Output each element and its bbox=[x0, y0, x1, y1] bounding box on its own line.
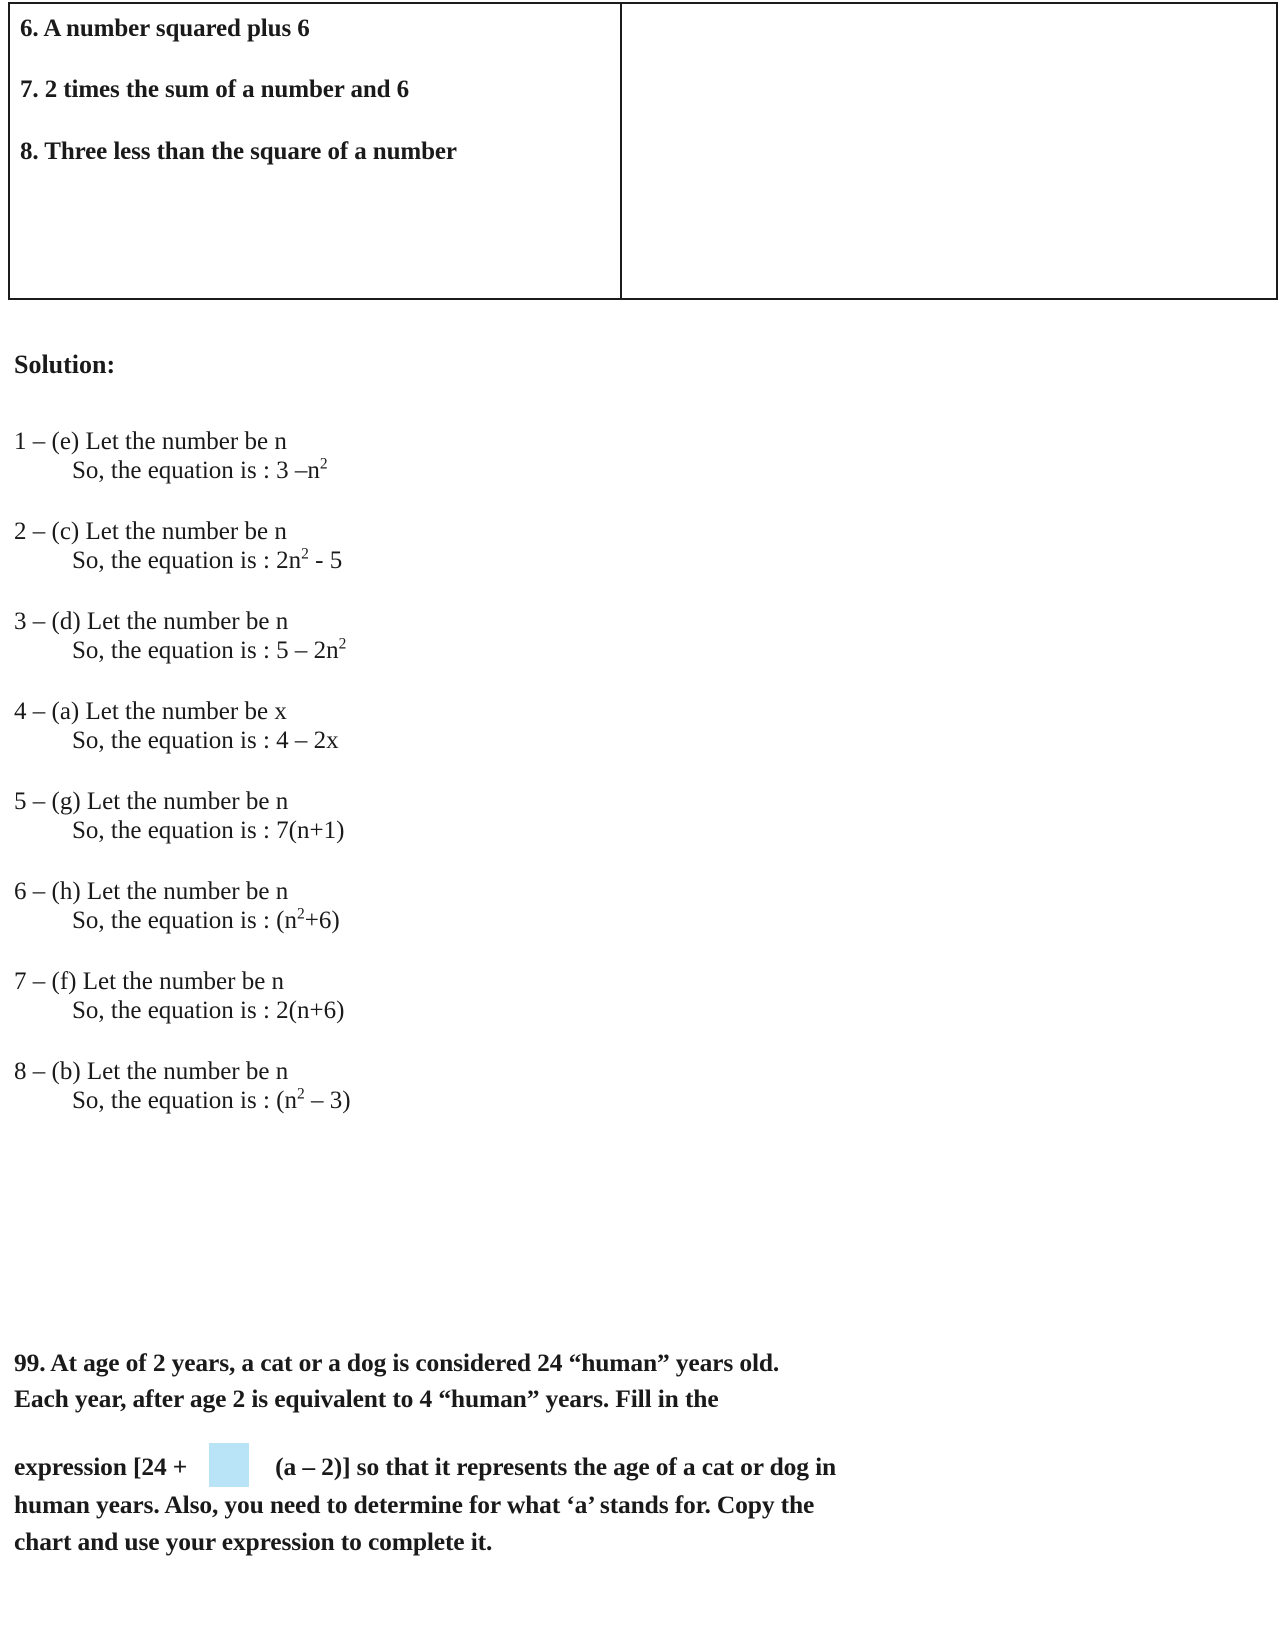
equation-prefix: So, the equation is : 5 – 2n bbox=[72, 636, 339, 664]
solution-label: 1 – (e) Let the number be n bbox=[14, 428, 287, 455]
equation-prefix: So, the equation is : (n bbox=[72, 906, 297, 934]
equation-exponent: 2 bbox=[338, 635, 347, 653]
question-99-line-3-after-blank: (a – 2)] so that it represents the age of a cat or dog in bbox=[275, 1452, 837, 1482]
solution-entry-6 bbox=[14, 878, 714, 935]
equation-prefix: So, the equation is : 7(n+1) bbox=[72, 816, 345, 844]
prompt-item-7: 7. 2 times the sum of a number and 6 bbox=[20, 76, 410, 104]
solution-entry-2 bbox=[14, 518, 714, 575]
prompt-table bbox=[8, 2, 1278, 300]
solution-label: 6 – (h) Let the number be n bbox=[14, 878, 289, 905]
question-99-line-1: 99. At age of 2 years, a cat or a dog is considered 24 “human” years old. bbox=[14, 1348, 780, 1377]
equation-exponent: 2 bbox=[296, 905, 305, 923]
equation-prefix: So, the equation is : 2(n+6) bbox=[72, 996, 345, 1024]
question-99-line-3 bbox=[14, 1443, 1224, 1487]
solution-entry-3 bbox=[14, 608, 714, 665]
solution-entry-7 bbox=[14, 968, 714, 1025]
question-99-spacer bbox=[14, 1417, 1224, 1443]
solution-label: 3 – (d) Let the number be n bbox=[14, 608, 289, 635]
question-99-paragraph bbox=[14, 1345, 1224, 1560]
solution-label: 4 – (a) Let the number be x bbox=[14, 698, 287, 725]
solution-equation bbox=[14, 997, 714, 1026]
solution-equation bbox=[14, 817, 714, 846]
solution-label: 8 – (b) Let the number be n bbox=[14, 1058, 289, 1085]
equation-prefix: So, the equation is : 4 – 2x bbox=[72, 726, 339, 754]
solution-entry-1 bbox=[14, 428, 714, 485]
solution-label: 5 – (g) Let the number be n bbox=[14, 788, 289, 815]
equation-suffix: +6) bbox=[304, 906, 340, 934]
equation-suffix: – 3) bbox=[304, 1086, 351, 1114]
solution-equation bbox=[14, 457, 714, 486]
equation-suffix: - 5 bbox=[308, 546, 343, 574]
solution-equation bbox=[14, 637, 714, 666]
solution-label: 7 – (f) Let the number be n bbox=[14, 968, 285, 995]
equation-exponent: 2 bbox=[296, 1085, 305, 1103]
question-99-line-2: Each year, after age 2 is equivalent to 4 “human” years. Fill in the bbox=[14, 1384, 719, 1414]
solution-label: 2 – (c) Let the number be n bbox=[14, 518, 287, 545]
question-99-line-3-before-blank: expression [24 + bbox=[14, 1452, 188, 1482]
solution-equation bbox=[14, 1087, 714, 1116]
equation-exponent: 2 bbox=[319, 455, 328, 473]
equation-exponent: 2 bbox=[301, 545, 309, 563]
prompt-item-8: 8. Three less than the square of a number bbox=[20, 137, 457, 165]
solution-equation bbox=[14, 547, 714, 576]
solution-entry-5 bbox=[14, 788, 714, 845]
solution-equation bbox=[14, 727, 714, 756]
solution-entry-8 bbox=[14, 1058, 714, 1115]
solution-equation bbox=[14, 907, 714, 936]
prompt-item-6: 6. A number squared plus 6 bbox=[20, 15, 310, 42]
equation-prefix: So, the equation is : 2n bbox=[72, 546, 302, 574]
solution-list bbox=[14, 428, 714, 1148]
question-99-line-4: human years. Also, you need to determine for what ‘a’ stands for. Copy the bbox=[14, 1490, 815, 1520]
solution-heading: Solution: bbox=[14, 350, 116, 379]
equation-prefix: So, the equation is : 3 –n bbox=[72, 456, 320, 484]
solution-entry-4 bbox=[14, 698, 714, 755]
question-99-line-5: chart and use your expression to complete it. bbox=[14, 1526, 493, 1556]
prompt-table-left-cell bbox=[10, 4, 622, 298]
prompt-table-right-cell bbox=[622, 4, 1276, 298]
equation-prefix: So, the equation is : (n bbox=[72, 1086, 297, 1114]
answer-blank-box[interactable] bbox=[209, 1443, 249, 1487]
